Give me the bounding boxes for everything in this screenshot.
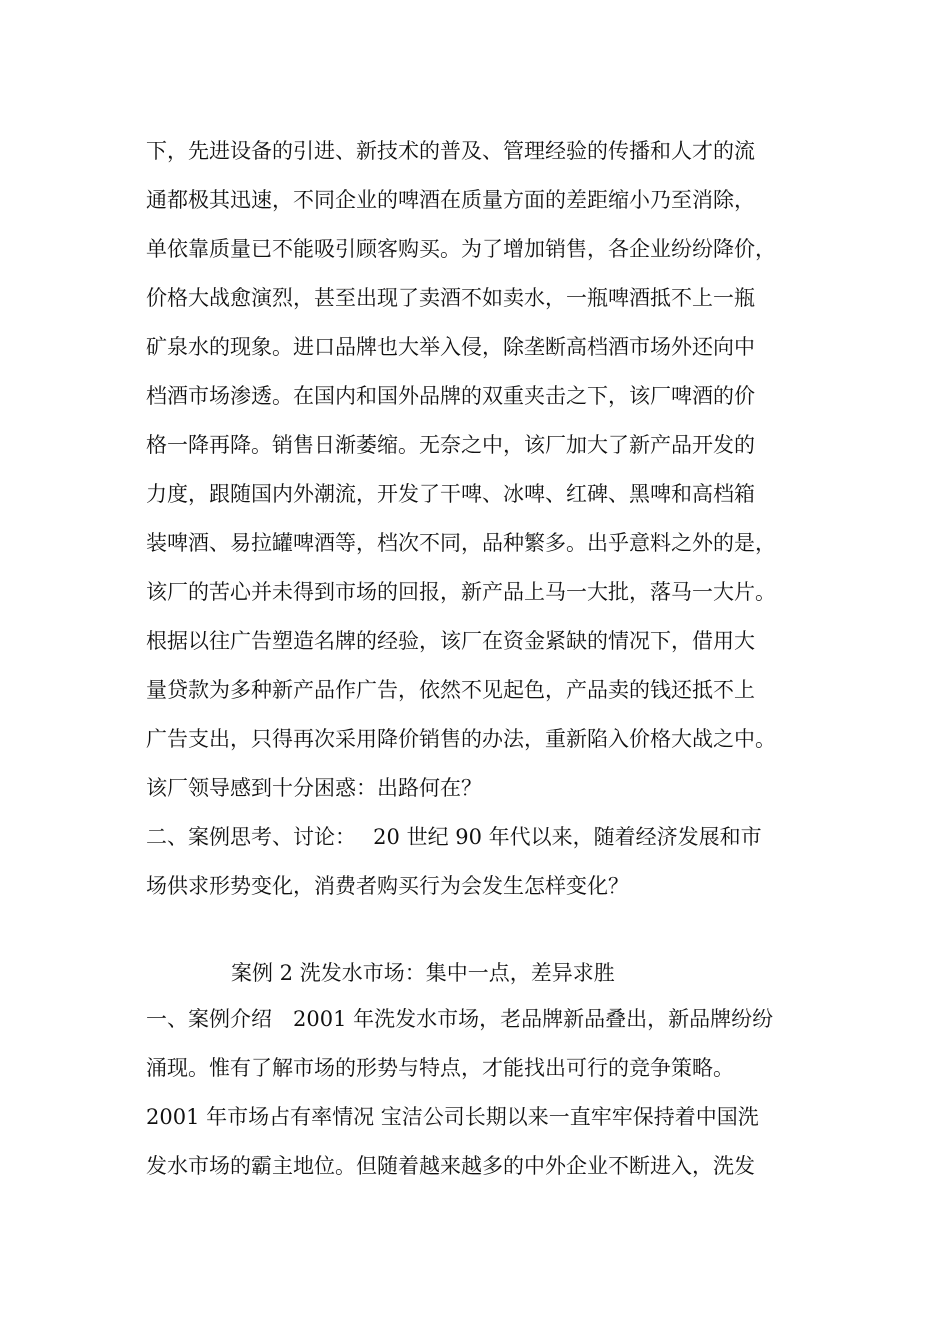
case1-line-6: 档酒市场渗透。在国内和国外品牌的双重夹击之下，该厂啤酒的价	[146, 384, 755, 408]
case1-line-2: 通都极其迅速，不同企业的啤酒在质量方面的差距缩小乃至消除，	[146, 188, 755, 212]
case1-line-8: 力度，跟随国内外潮流，开发了干啤、冰啤、红碑、黑啤和高档箱	[146, 482, 755, 506]
case2-line-2: 涌现。惟有了解市场的形势与特点，才能找出可行的竞争策略。	[146, 1056, 734, 1080]
case1-line-10: 该厂的苦心并未得到市场的回报，新产品上马一大批，落马一大片。	[146, 580, 776, 604]
case1-line-14: 该厂领导感到十分困惑：出路何在？	[146, 776, 482, 800]
case1-line-9: 装啤酒、易拉罐啤酒等，档次不同，品种繁多。出乎意料之外的是，	[146, 531, 776, 555]
case2-title: 案例 2 洗发水市场：集中一点，差异求胜	[231, 961, 615, 985]
case2-body	[146, 995, 806, 1191]
case1-body	[146, 127, 806, 911]
case1-line-11: 根据以往广告塑造名牌的经验，该厂在资金紧缺的情况下，借用大	[146, 629, 755, 653]
case2-line-1: 一、案例介绍 2001 年洗发水市场，老品牌新品叠出，新品牌纷纷	[146, 1007, 774, 1031]
case1-line-13: 广告支出，只得再次采用降价销售的办法，重新陷入价格大战之中。	[146, 727, 776, 751]
case1-line-3: 单依靠质量已不能吸引顾客购买。为了增加销售，各企业纷纷降价，	[146, 237, 776, 261]
case1-line-5: 矿泉水的现象。进口品牌也大举入侵，除垄断高档酒市场外还向中	[146, 335, 755, 359]
case1-line-16: 场供求形势变化，消费者购买行为会发生怎样变化？	[146, 874, 629, 898]
case1-line-1: 下，先进设备的引进、新技术的普及、管理经验的传播和人才的流	[146, 139, 755, 163]
case1-line-4: 价格大战愈演烈，甚至出现了卖酒不如卖水，一瓶啤酒抵不上一瓶	[146, 286, 755, 310]
case2-line-4: 发水市场的霸主地位。但随着越来越多的中外企业不断进入，洗发	[146, 1154, 755, 1178]
case1-line-12: 量贷款为多种新产品作广告，依然不见起色，产品卖的钱还抵不上	[146, 678, 755, 702]
case1-line-7: 格一降再降。销售日渐萎缩。无奈之中，该厂加大了新产品开发的	[146, 433, 755, 457]
case1-line-15: 二、案例思考、讨论： 20 世纪 90 年代以来，随着经济发展和市	[146, 825, 762, 849]
case2-line-3: 2001 年市场占有率情况 宝洁公司长期以来一直牢牢保持着中国洗	[146, 1105, 759, 1129]
